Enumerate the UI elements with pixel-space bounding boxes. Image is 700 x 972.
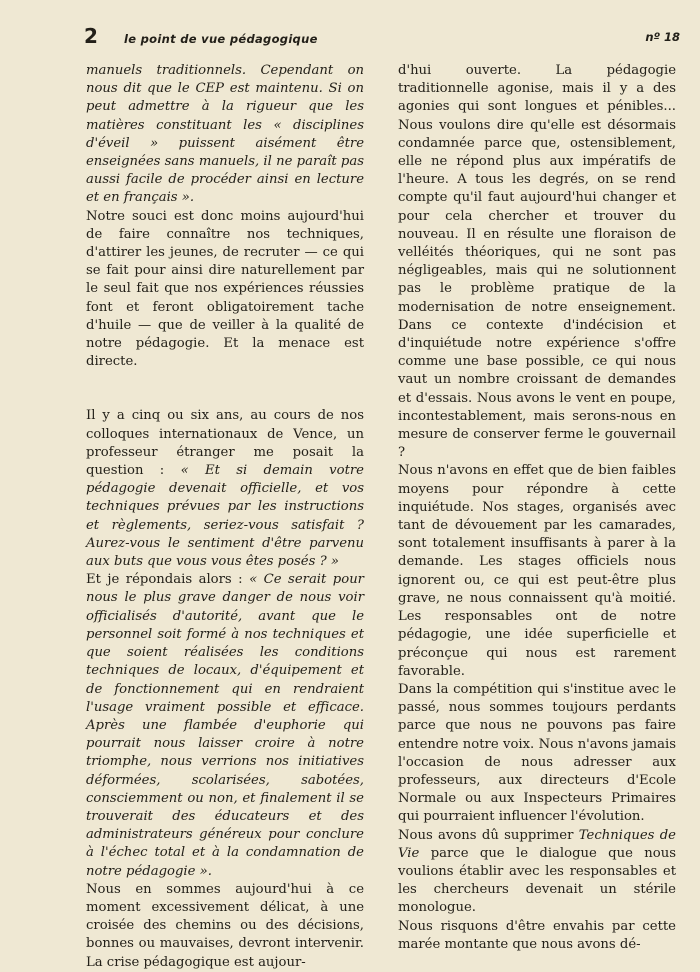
paragraph-text: parce que le dialogue que nous voulions établir avec les responsables et les chercheurs devenait un stérile monologue.: [398, 845, 676, 916]
issue-number: nº 18: [645, 30, 680, 44]
paragraph-manuels: [86, 62, 364, 208]
publication-title: Techniques de Vie: [398, 827, 676, 861]
section-gap: [86, 371, 364, 407]
paragraph-text: Et je répondais alors :: [86, 572, 250, 588]
paragraph-techniques-de-vie: [398, 827, 676, 918]
paragraph-maree: Nous risquons d'être envahis par cette marée montante que nous avons dé-: [398, 918, 676, 952]
paragraph-moyens: Nous n'avons en effet que de bien faibles moyens pour répondre à cette inquiétude. Nos stages, organisés avec tant de dévouement par les camarades, sont totalement insuffisants à parer à la demande. Les stages officiels nous ignorent ou, ce qui est peut-être plus grave, ne nous connaissent qu'à moitié. Les responsables ont de notre pédagogie, une idée superficielle et préconçue qui nous est rarement favorable.: [398, 463, 676, 679]
quote-text: « Et si demain votre pédagogie devenait officielle, et vos techniques prévues par les instructions et règlements, seriez-vous satisfait ? Aurez-vous le sentiment d'être parvenu aux buts que vous vous êtes posés ? »: [86, 463, 364, 570]
left-column: [86, 62, 364, 972]
page-header: [0, 24, 700, 58]
quote-text: manuels traditionnels. Cependant on nous dit que le CEP est maintenu. Si on peut admettre à la rigueur que les matières constituant les « disciplines d'éveil » puissent aisément être enseignées sans manuels, il ne paraît pas aussi facile de procéder ainsi en lecture et en français ».: [86, 63, 364, 206]
right-column: [398, 62, 676, 954]
paragraph-competition: Dans la compétition qui s'institue avec le passé, nous sommes toujours perdants parce que nous ne pouvons pas faire entendre notre voix. Nous n'avons jamais l'occasion de nous adresser aux professeurs, aux directeurs d'Ecole Normale ou aux Inspecteurs Primaires qui pourraient influencer l'évolution.: [398, 681, 676, 825]
paragraph-crise: d'hui ouverte. La pédagogie traditionnelle agonise, mais il y a des agonies qui sont longues et pénibles... Nous voulons dire qu'elle est désormais condamnée parce que, ostensiblement, elle ne répond plus aux impératifs de l'heure. A tous les degrés, on se rend compte qu'il faut aujourd'hui changer et pour cela chercher et trouver du nouveau. Il en résulte une floraison de velléités théoriques, qui ne sont pas négligeables, mais qui ne solutionnent pas le problème pratique de la modernisation de notre enseignement. Dans ce contexte d'indécision et d'inquiétude notre expérience s'offre comme une base possible, ce qui nous vaut un nombre croissant de demandes et d'essais. Nous avons le vent en poupe, incontestablement, mais serons-nous en mesure de conserver ferme le gouvernail ?: [398, 63, 676, 461]
paragraph-vence: [86, 407, 364, 571]
paragraph-notre-souci: Notre souci est donc moins aujourd'hui de faire connaître nos techniques, d'attirer les jeunes, de recruter — ce qui se fait pour ainsi dire naturellement par le seul fait que nos expériences réussies font et feront obligatoirement tache d'huile — que de veiller à la qualité de notre pédagogie. Et la menace est directe.: [86, 208, 364, 370]
running-title: le point de vue pédagogique: [124, 32, 318, 46]
paragraph-reponse: [86, 571, 364, 880]
paragraph-text: Nous avons dû supprimer: [398, 827, 579, 843]
paragraph-text: Il y a cinq ou six ans, au cours de nos colloques internationaux de Vence, un professeur étranger me posait la question :: [86, 408, 364, 479]
page-number: 2: [84, 24, 98, 48]
quote-text: « Ce serait pour nous le plus grave danger de nous voir officialisés d'autorité, avant que le personnel soit formé à nos techniques et que soient réalisées les conditions techniques de locaux, d'équipement et de fonctionnement qui en rendraient l'usage vraiment possible et efficace. Après une flambée d'euphorie qui pourrait nous laisser croire à notre triomphe, nous verrions nos initiatives déformées, scolarisées, sabotées, consciemment ou non, et finalement il se trouverait des éducateurs et des administrateurs généreux pour conclure à l'échec total et à la condamnation de notre pédagogie ».: [86, 572, 364, 879]
paragraph-moment-delicat: Nous en sommes aujourd'hui à ce moment excessivement délicat, à une croisée des chemins ou des décisions, bonnes ou mauvaises, devront intervenir. La crise pédagogique est aujour-: [86, 881, 364, 970]
